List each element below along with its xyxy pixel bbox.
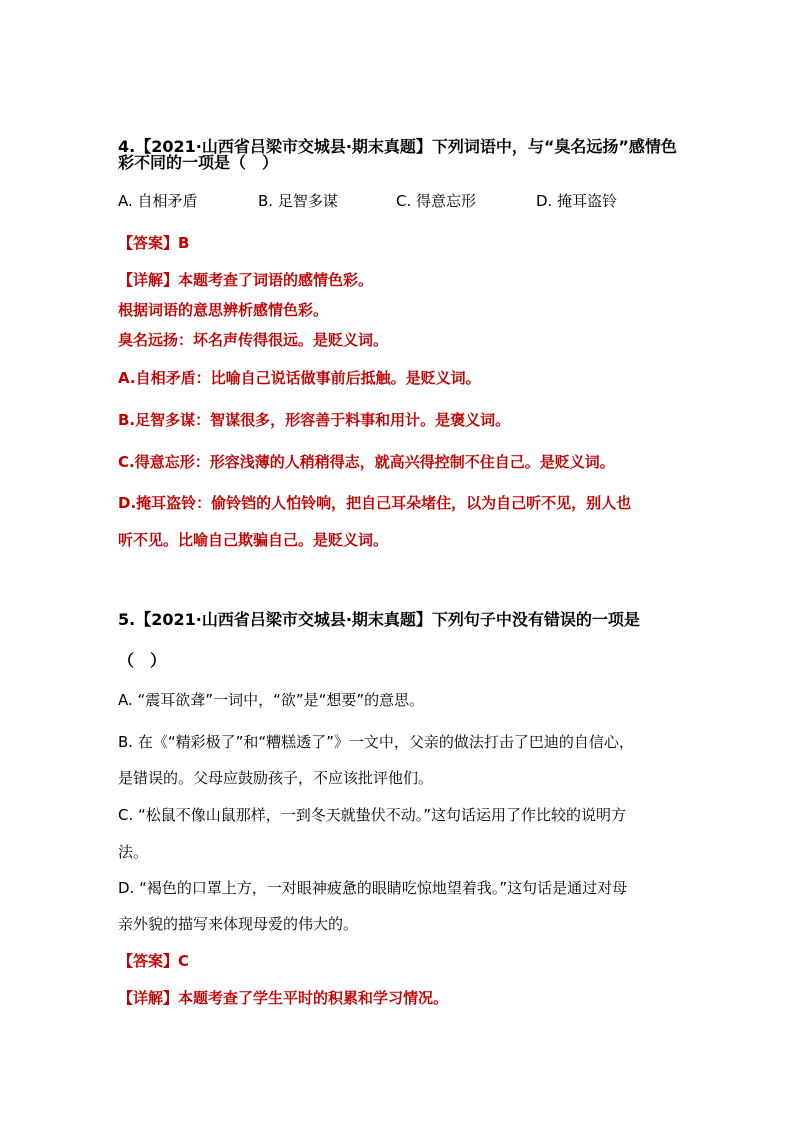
q5-option-d: D. “褐色的口罩上方，一对眼神疲惫的眼睛吃惊地望着我。”这句话是通过对母 [118,879,628,897]
q4-explanation-line: D.掩耳盗铃：偷铃铛的人怕铃响，把自己耳朵堵住，以为自己听不见，别人也 [118,494,632,512]
q4-explanation-line: C.得意忘形：形容浅薄的人稍稍得志，就高兴得控制不住自己。是贬义词。 [118,453,615,471]
q4-explanation-line: 【详解】本题考查了词语的感情色彩。 [118,271,374,289]
q4-explanation-line: A.自相矛盾：比喻自己说话做事前后抵触。是贬义词。 [118,369,481,387]
q4-explanation-line: 根据词语的意思辨析感情色彩。 [118,301,329,319]
q4-stem-line-2: 彩不同的一项是（ ） [118,153,279,172]
q5-answer: 【答案】C [118,952,190,970]
q4-answer: 【答案】B [118,234,190,252]
q5-option-b: B. 在《“精彩极了”和“糟糕透了”》一文中，父亲的做法打击了巴迪的自信心， [118,733,634,751]
q4-stem-line-1: 4.【2021·山西省吕梁市交城县·期末真题】下列词语中，与“臭名远扬”感情色 [118,137,677,156]
q5-option-a: A. “震耳欲聋”一词中，“欲”是“想要”的意思。 [118,691,425,709]
q4-explanation-line: 听不见。比喻自己欺骗自己。是贬义词。 [118,531,389,549]
q4-option-b: B. 足智多谋 [258,192,338,210]
q5-option-d-cont: 亲外貌的描写来体现母爱的伟大的。 [118,915,359,933]
q5-option-c: C. “松鼠不像山鼠那样，一到冬天就蛰伏不动。”这句话运用了作比较的说明方 [118,806,627,824]
q4-option-c: C. 得意忘形 [396,192,477,210]
q5-stem-line-1: 5.【2021·山西省吕梁市交城县·期末真题】下列句子中没有错误的一项是 [118,610,640,629]
q5-explanation-line: 【详解】本题考查了学生平时的积累和学习情况。 [118,989,449,1007]
q5-stem-line-2: （ ） [118,651,167,670]
q4-option-a: A. 自相矛盾 [118,192,198,210]
q4-explanation-line: 臭名远扬：坏名声传得很远。是贬义词。 [118,331,389,349]
q4-explanation-line: B.足智多谋：智谋很多，形容善于料事和用计。是褒义词。 [118,411,511,429]
q4-option-d: D. 掩耳盗铃 [536,192,618,210]
q5-option-b-cont: 是错误的。父母应鼓励孩子，不应该批评他们。 [118,769,434,787]
q5-option-c-cont: 法。 [118,843,149,861]
